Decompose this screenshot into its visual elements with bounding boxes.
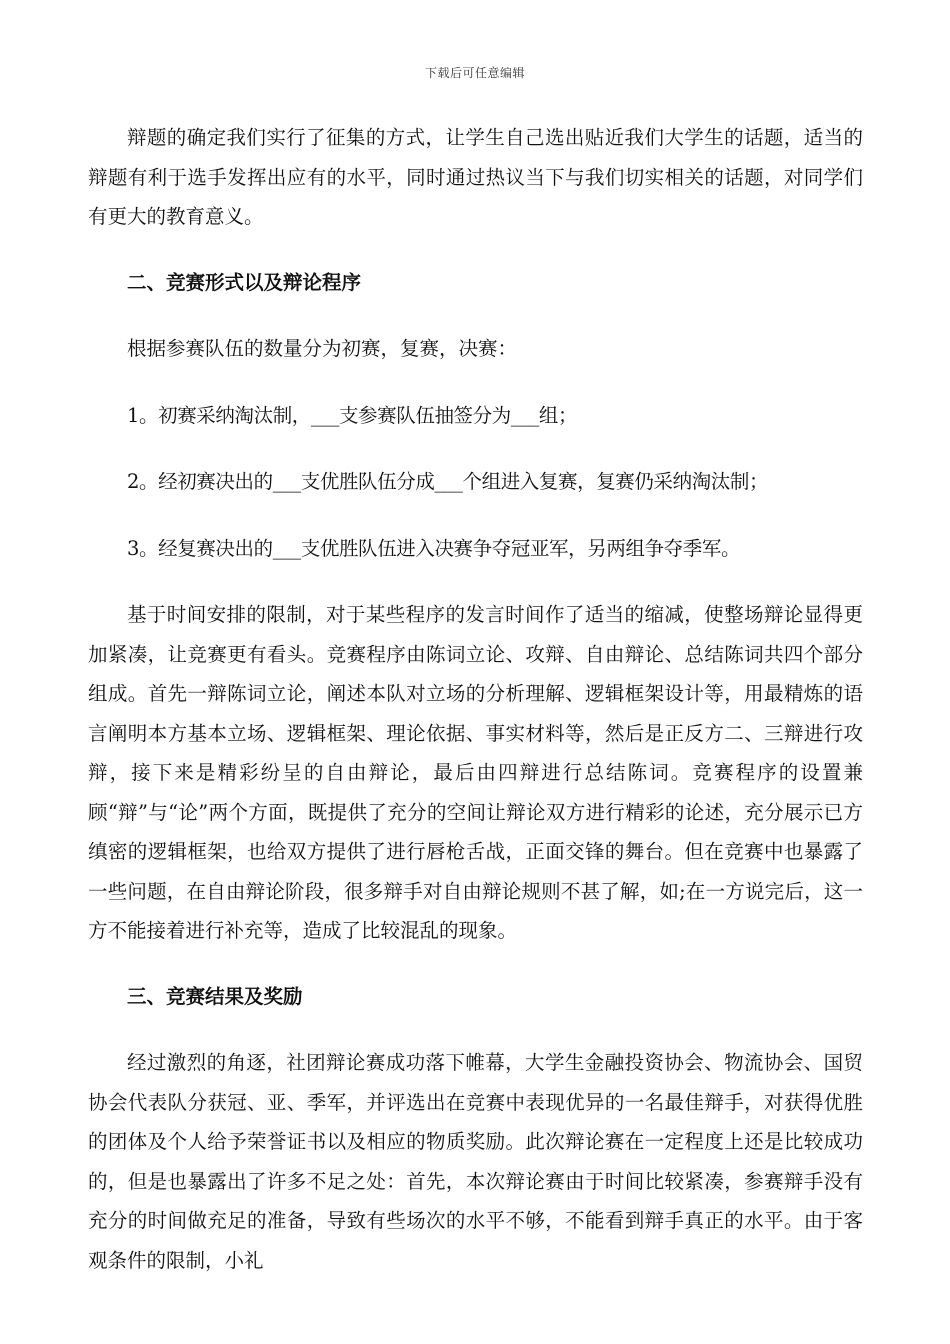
section-heading-results: 三、竞赛结果及奖励	[127, 984, 303, 1008]
paragraph-topic-selection: 辩题的确定我们实行了征集的方式，让学生自己选出贴近我们大学生的话题，适当的辩题有利于选手发挥出应有的水平，同时通过热议当下与我们切实相关的话题，对同学们有更大的教育意义。	[88, 126, 863, 228]
section-heading-format: 二、竞赛形式以及辩论程序	[127, 270, 362, 294]
list-item-final: 3。经复赛决出的___支优胜队伍进入决赛争夺冠亚军，另两组争夺季军。	[127, 536, 741, 560]
paragraph-procedure: 基于时间安排的限制，对于某些程序的发言时间作了适当的缩减，使整场辩论显得更加紧凑，让竞赛更有看头。竞赛程序由陈词立论、攻辩、自由辩论、总结陈词共四个部分组成。首先一辩陈词立论，阐述本队对立场的分析理解、逻辑框架设计等，用最精炼的语言阐明本方基本立场、逻辑框架、理论依据、事实材料等，然后是正反方二、三辩进行攻辩，接下来是精彩纷呈的自由辩论，最后由四辩进行总结陈词。竞赛程序的设置兼顾“辩”与“论”两个方面，既提供了充分的空间让辩论双方进行精彩的论述，充分展示已方缜密的逻辑框架，也给双方提供了进行唇枪舌战，正面交锋的舞台。但在竞赛中也暴露了一些问题，在自由辩论阶段，很多辩手对自由辩论规则不甚了解，如;在一方说完后，这一方不能接着进行补充等，造成了比较混乱的现象。	[88, 603, 863, 942]
paragraph-results: 经过激烈的角逐，社团辩论赛成功落下帷幕，大学生金融投资协会、物流协会、国贸协会代表队分获冠、亚、季军，并评选出在竞赛中表现优异的一名最佳辩手，对获得优胜的团体及个人给予荣誉证书以及相应的物质奖励。此次辩论赛在一定程度上还是比较成功的，但是也暴露出了许多不足之处：首先，本次辩论赛由于时间比较紧凑，参赛辩手没有充分的时间做充足的准备，导致有些场次的水平不够，不能看到辩手真正的水平。由于客观条件的限制，小礼	[88, 1051, 863, 1272]
document-body	[88, 118, 863, 1280]
paragraph-rounds-intro: 根据参赛队伍的数量分为初赛，复赛，决赛：	[127, 337, 518, 360]
list-item-preliminary: 1。初赛采纳淘汰制，___支参赛队伍抽签分为___组；	[127, 403, 578, 427]
page-header: 下载后可任意编辑	[424, 66, 525, 80]
list-item-semifinal: 2。经初赛决出的___支优胜队伍分成___个组进入复赛，复赛仍采纳淘汰制；	[127, 470, 769, 493]
